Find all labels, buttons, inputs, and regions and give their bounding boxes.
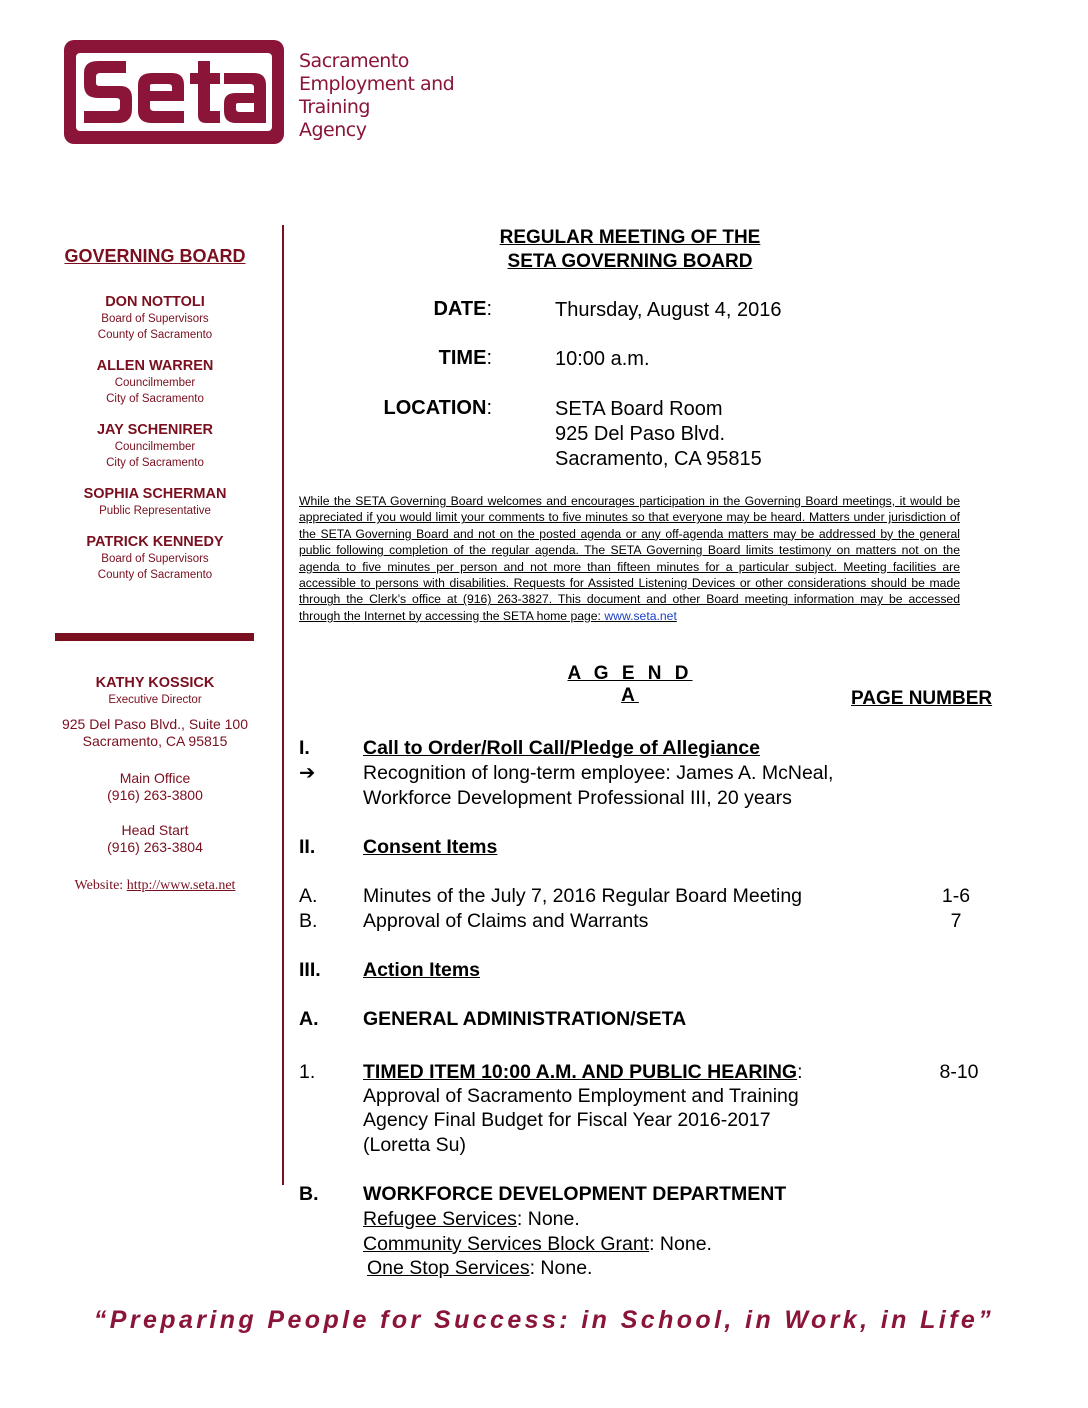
main-office: Main Office (916) 263-3800 [107,770,203,803]
page-ref: 7 [950,910,962,932]
agency-name: Sacramento Employment and Training Agency [299,50,455,141]
board-member: SOPHIA SCHERMAN Public Representative [83,486,227,517]
time-value: 10:00 a.m. [555,348,650,370]
agency-address: 925 Del Paso Blvd., Suite 100 Sacramento, CA 95815 [61,716,248,749]
board-member: PATRICK KENNEDY Board of Supervisors County of Sacramento [86,534,224,581]
sidebar-divider [55,633,254,641]
seta-logo [64,40,284,144]
location-value: SETA Board Room 925 Del Paso Blvd. Sacramento, CA 95815 [555,398,762,470]
date-value: Thursday, August 4, 2016 [555,299,782,321]
location-label: LOCATION: [383,397,492,419]
agenda-title: A G E N D A [567,663,693,706]
arrow-right-icon: ➔ [299,762,316,784]
executive-director-title: Executive Director [108,694,202,706]
date-label: DATE: [433,298,492,320]
head-start-office: Head Start (916) 263-3804 [107,822,203,855]
website: Website: http://www.seta.net [74,878,236,893]
column-divider [282,225,284,1185]
governing-board-sidebar [40,246,270,597]
governing-board-title: GOVERNING BOARD [64,246,246,266]
agency-contact [40,674,270,894]
executive-director-name: KATHY KOSSICK [95,675,215,691]
page-ref: 1-6 [941,885,971,907]
seta-wordmark-icon [76,53,272,131]
board-member: JAY SCHENIRER Councilmember City of Sacramento [96,422,214,469]
website-link[interactable]: http://www.seta.net [126,878,236,893]
page-number-header: PAGE NUMBER [851,688,993,709]
public-comment-notice: While the SETA Governing Board welcomes and encourages participation in the Governing Board meetings, it would be appreciated if you would limit your comments to five minutes so that everyone may be heard. Matters under jurisdiction of the SETA Governing Board and not on the posted agenda or any off-agenda matters may be addressed by the general public following completion of the regular agenda. The SETA Governing Board limits testimony on matters not on the agenda to five minutes per person and not more than fifteen minutes for a particular subject. Meeting facilities are accessible to persons with disabilities. Requests for Assisted Listening Devices or other considerations should be made through the Clerk’s office at (916) 263-3827. This document and other Board meeting information may be accessed through the Internet by accessing the SETA home page: www.seta.net [299,494,960,623]
time-label: TIME: [438,347,492,369]
board-member: ALLEN WARREN Councilmember City of Sacramento [96,358,214,405]
meeting-title: REGULAR MEETING OF THE SETA GOVERNING BOARD [499,227,761,272]
seta-home-link[interactable]: www.seta.net [604,608,677,623]
agency-motto: “Preparing People for Success: in School, in Work, in Life” [93,1306,995,1334]
board-member: DON NOTTOLI Board of Supervisors County of Sacramento [97,294,213,341]
page-ref: 8-10 [939,1061,979,1083]
